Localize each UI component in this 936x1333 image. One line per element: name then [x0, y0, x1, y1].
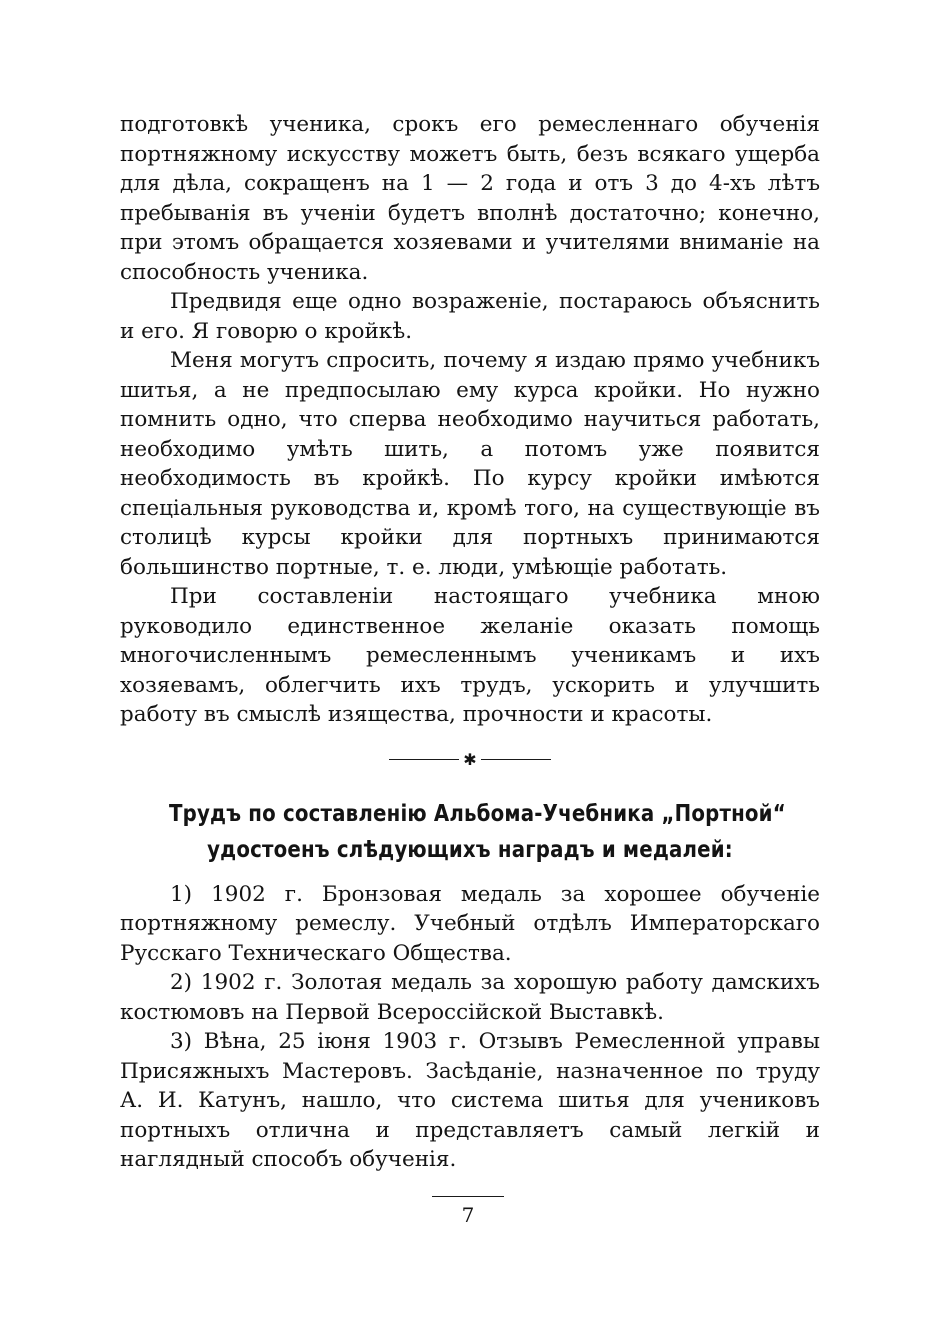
- divider-rule-left: [389, 759, 459, 760]
- page-footer: [0, 1196, 936, 1227]
- heading-line-1: Трудъ по составленію Альбома-Учебника „Портной“: [169, 800, 786, 827]
- award-item: 3) Вѣна, 25 іюня 1903 г. Отзывъ Ремесленной управы Присяжныхъ Мастеровъ. Засѣданіе, назначенное по труду А. И. Катунъ, нашло, что система шитья для учениковъ портныхъ отлична и представляетъ самый легкій и наглядный способъ обученія.: [120, 1029, 820, 1172]
- divider-rule-right: [481, 759, 551, 760]
- award-item: 1) 1902 г. Бронзовая медаль за хорошее обученіе портняжному ремеслу. Учебный отдѣлъ Императорскаго Русскаго Техническаго Общества.: [120, 881, 820, 966]
- awards-heading: [169, 796, 786, 868]
- body-text: [120, 110, 820, 730]
- page-content: [120, 110, 820, 1175]
- body-paragraph: Меня могутъ спросить, почему я издаю прямо учебникъ шитья, а не предпосылаю ему курса кройки. Но нужно помнить одно, что сперва необходимо научиться работать, необходимо умѣть шить, а потомъ уже появится необходимость въ кройкѣ. По курсу кройки имѣются спеціальныя руководства и, кромѣ того, на существующіе въ столицѣ курсы кройки для портныхъ принимаются большинство портные, т. е. люди, умѣющіе работать.: [120, 348, 820, 580]
- footer-rule: [432, 1196, 504, 1197]
- body-paragraph: При составленіи настоящаго учебника мною руководило единственное желаніе оказать помощь многочисленнымъ ремесленнымъ ученикамъ и ихъ хозяевамъ, облегчить ихъ трудъ, ускорить и улучшить работу въ смыслѣ изящества, прочности и красоты.: [120, 584, 820, 727]
- heading-line-2: удостоенъ слѣдующихъ наградъ и медалей:: [207, 836, 733, 863]
- body-paragraph: подготовкѣ ученика, срокъ его ремесленнаго обученія портняжному искусству можетъ быть, безъ всякаго ущерба для дѣла, сокращенъ на 1 — 2 года и отъ 3 до 4-хъ лѣтъ пребыванія въ ученіи будетъ вполнѣ достаточно; конечно, при этомъ обращается хозяевами и учителями вниманіе на способность ученика.: [120, 112, 820, 285]
- page-number: 7: [461, 1203, 475, 1227]
- awards-list: [120, 880, 820, 1175]
- award-item: 2) 1902 г. Золотая медаль за хорошую работу дамскихъ костюмовъ на Первой Всероссійской Выставкѣ.: [120, 970, 820, 1025]
- body-paragraph: Предвидя еще одно возраженіе, постараюсь объяснить и его. Я говорю о кройкѣ.: [120, 289, 820, 344]
- asterism-icon: ✱: [463, 749, 477, 769]
- section-divider: [120, 749, 820, 769]
